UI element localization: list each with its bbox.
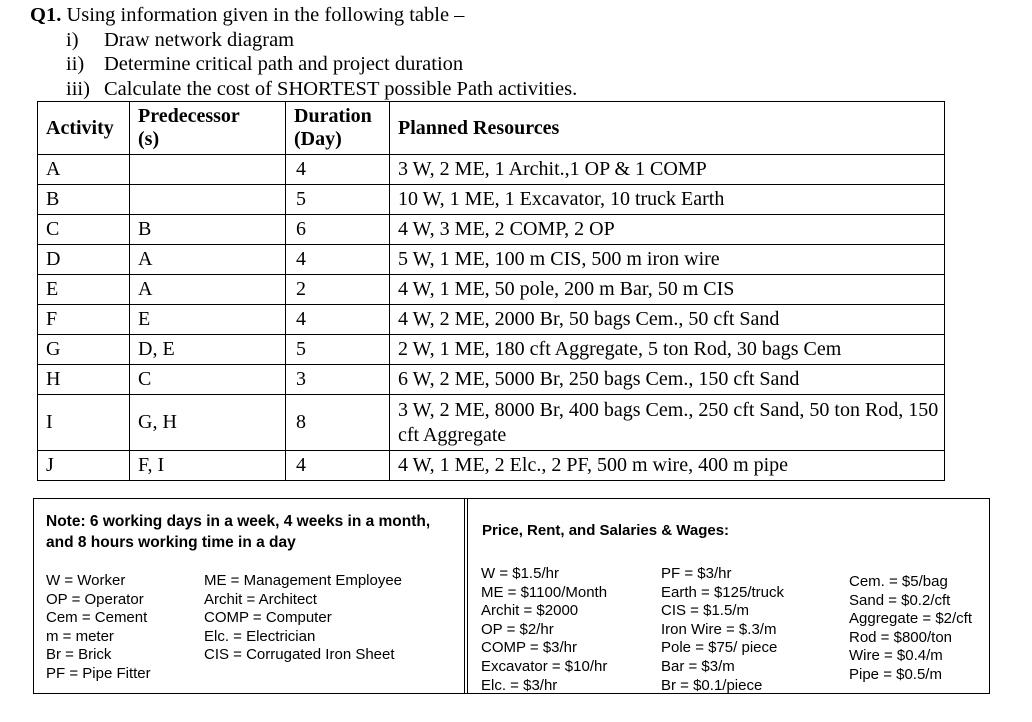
price-item: Wire = $0.4/m [849, 647, 943, 665]
question-sub-2: ii) Determine critical path and project duration [66, 53, 464, 75]
cell-duration: 5 [286, 335, 390, 365]
table-row [38, 305, 945, 335]
cell-activity: A [38, 155, 130, 185]
question-intro: Using information given in the following table – [66, 4, 465, 26]
cell-activity: I [38, 395, 130, 451]
price-item: Cem. = $5/bag [849, 573, 948, 590]
price-column-3 [849, 573, 972, 685]
question-heading [30, 3, 577, 28]
cell-resources: 4 W, 1 ME, 2 Elc., 2 PF, 500 m wire, 400 m pipe [390, 451, 945, 481]
abbreviation-item: PF = Pipe Fitter [46, 664, 151, 682]
table-row [38, 395, 945, 451]
cell-predecessor: A [130, 275, 286, 305]
header-activity: Activity [38, 102, 130, 155]
table-row [38, 365, 945, 395]
question-sub-1: i) Draw network diagram [66, 28, 295, 51]
abbreviation-item: Archit = Architect [204, 590, 317, 608]
cell-activity: B [38, 185, 130, 215]
cell-activity: D [38, 245, 130, 275]
price-item: W = $1.5/hr [481, 565, 559, 582]
cell-activity: H [38, 365, 130, 395]
notes-box [33, 498, 990, 694]
price-item: OP = $2/hr [481, 620, 554, 638]
price-item: Aggregate = $2/cft [849, 610, 973, 628]
abbreviation-item: ME = Management Employee [204, 572, 403, 589]
cell-predecessor: G, H [130, 395, 286, 451]
cell-duration: 4 [286, 305, 390, 335]
cell-resources: 4 W, 2 ME, 2000 Br, 50 bags Cem., 50 cft Sand [390, 305, 945, 335]
cell-activity: J [38, 451, 130, 481]
cell-duration: 8 [286, 395, 390, 451]
abbreviation-item: OP = Operator [46, 590, 144, 608]
header-predecessor: Predecessor (s) [130, 102, 286, 155]
price-item: Br = $0.1/piece [661, 676, 763, 694]
abbreviation-item: W = Worker [46, 572, 126, 589]
table-row [38, 155, 945, 185]
cell-duration: 3 [286, 365, 390, 395]
price-item: Pole = $75/ piece [661, 639, 778, 657]
cell-predecessor: E [130, 305, 286, 335]
price-item: Sand = $0.2/cft [849, 591, 951, 609]
cell-duration: 4 [286, 245, 390, 275]
abbreviation-item: COMP = Computer [204, 609, 332, 627]
table-row [38, 215, 945, 245]
cell-predecessor: D, E [130, 335, 286, 365]
cell-resources: 2 W, 1 ME, 180 cft Aggregate, 5 ton Rod, 30 bags Cem [390, 335, 945, 365]
price-column-1 [481, 565, 607, 695]
price-item: PF = $3/hr [661, 565, 732, 582]
cell-predecessor: B [130, 215, 286, 245]
table-row [38, 275, 945, 305]
price-item: Iron Wire = $.3/m [661, 620, 777, 638]
question-sub-3: iii) Calculate the cost of SHORTEST possible Path activities. [66, 77, 578, 100]
price-item: Excavator = $10/hr [481, 657, 608, 675]
table-row [38, 245, 945, 275]
cell-duration: 4 [286, 451, 390, 481]
price-item: Pipe = $0.5/m [849, 665, 942, 683]
cell-resources: 4 W, 1 ME, 50 pole, 200 m Bar, 50 m CIS [390, 275, 945, 305]
question-block [30, 3, 577, 101]
table-header-row [38, 102, 945, 155]
cell-predecessor: A [130, 245, 286, 275]
cell-resources: 5 W, 1 ME, 100 m CIS, 500 m iron wire [390, 245, 945, 275]
price-column-2 [661, 565, 784, 695]
cell-resources: 3 W, 2 ME, 8000 Br, 400 bags Cem., 250 cft Sand, 50 ton Rod, 150 cft Aggregate [390, 395, 945, 451]
cell-duration: 6 [286, 215, 390, 245]
cell-resources: 3 W, 2 ME, 1 Archit.,1 OP & 1 COMP [390, 155, 945, 185]
question-number: Q1. [30, 4, 62, 26]
price-item: CIS = $1.5/m [661, 602, 749, 620]
header-resources: Planned Resources [390, 102, 945, 155]
abbreviation-item: Cem = Cement [46, 609, 148, 627]
notes-divider [464, 499, 468, 693]
price-item: Archit = $2000 [481, 602, 579, 620]
price-item: Earth = $125/truck [661, 583, 784, 601]
price-title: Price, Rent, and Salaries & Wages: [482, 522, 730, 539]
cell-activity: G [38, 335, 130, 365]
abbreviations-column-1 [46, 572, 151, 684]
activity-table [37, 101, 945, 481]
cell-duration: 2 [286, 275, 390, 305]
abbreviation-item: Elc. = Electrician [204, 627, 316, 645]
abbreviation-item: Br = Brick [46, 646, 112, 664]
cell-activity: F [38, 305, 130, 335]
cell-duration: 5 [286, 185, 390, 215]
cell-activity: C [38, 215, 130, 245]
price-item: Elc. = $3/hr [481, 676, 558, 694]
cell-activity: E [38, 275, 130, 305]
table-row [38, 335, 945, 365]
cell-predecessor: F, I [130, 451, 286, 481]
abbreviations-column-2 [204, 572, 402, 665]
cell-resources: 10 W, 1 ME, 1 Excavator, 10 truck Earth [390, 185, 945, 215]
cell-resources: 4 W, 3 ME, 2 COMP, 2 OP [390, 215, 945, 245]
working-time-note: Note: 6 working days in a week, 4 weeks in a month, and 8 hours working time in a day [46, 513, 431, 551]
price-item: Rod = $800/ton [849, 628, 953, 646]
table-row [38, 451, 945, 481]
cell-predecessor: C [130, 365, 286, 395]
price-item: COMP = $3/hr [481, 639, 578, 657]
notes-panel [34, 499, 464, 693]
abbreviation-item: m = meter [46, 627, 114, 645]
header-duration: Duration (Day) [286, 102, 390, 155]
table-row [38, 185, 945, 215]
cell-predecessor [130, 185, 286, 215]
price-item: Bar = $3/m [661, 657, 735, 675]
cell-predecessor [130, 155, 286, 185]
cell-duration: 4 [286, 155, 390, 185]
price-item: ME = $1100/Month [481, 583, 608, 601]
abbreviation-item: CIS = Corrugated Iron Sheet [204, 646, 395, 664]
cell-resources: 6 W, 2 ME, 5000 Br, 250 bags Cem., 150 cft Sand [390, 365, 945, 395]
